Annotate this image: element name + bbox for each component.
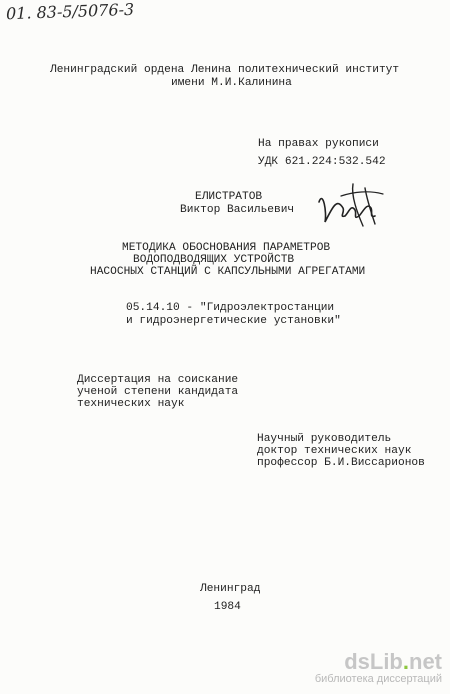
watermark-brand-dot: . — [402, 649, 409, 674]
specialty-line-1: 05.14.10 - "Гидроэлектростанции — [126, 302, 335, 314]
title-line-1: МЕТОДИКА ОБОСНОВАНИЯ ПАРАМЕТРОВ — [122, 242, 331, 254]
title-line-2: ВОДОПОДВОДЯЩИХ УСТРОЙСТВ — [133, 254, 295, 266]
rights-notice: На правах рукописи — [258, 138, 379, 150]
supervisor-line-3: профессор Б.И.Виссарионов — [257, 457, 425, 469]
dissertation-line-3: технических наук — [77, 398, 185, 410]
dissertation-line-1: Диссертация на соискание — [77, 374, 239, 386]
supervisor-line-1: Научный руководитель — [257, 433, 392, 445]
author-surname: ЕЛИСТРАТОВ — [195, 191, 263, 203]
title-line-3: НАСОСНЫХ СТАНЦИЙ С КАПСУЛЬНЫМИ АГРЕГАТАМИ — [90, 266, 366, 278]
udc-code: УДК 621.224:532.542 — [258, 156, 386, 168]
handwritten-archive-number: 01. 83-5/5076-3 — [5, 0, 135, 24]
dslib-watermark — [315, 651, 442, 686]
institute-line-1: Ленинградский ордена Ленина политехнический институт — [50, 64, 400, 76]
watermark-brand-main: dsLib — [344, 649, 403, 674]
watermark-subtitle: библиотека диссертаций — [314, 673, 442, 685]
specialty-line-2: и гидроэнергетические установки" — [126, 315, 341, 327]
footer-city: Ленинград — [200, 583, 261, 595]
signature-icon — [313, 182, 385, 230]
institute-line-2: имени М.И.Калинина — [171, 77, 292, 89]
watermark-brand-tld: net — [409, 649, 442, 674]
watermark-brand — [315, 651, 442, 673]
dissertation-line-2: ученой степени кандидата — [77, 386, 239, 398]
author-name: Виктор Васильевич — [180, 204, 295, 216]
supervisor-line-2: доктор технических наук — [257, 445, 412, 457]
footer-year: 1984 — [214, 601, 241, 613]
